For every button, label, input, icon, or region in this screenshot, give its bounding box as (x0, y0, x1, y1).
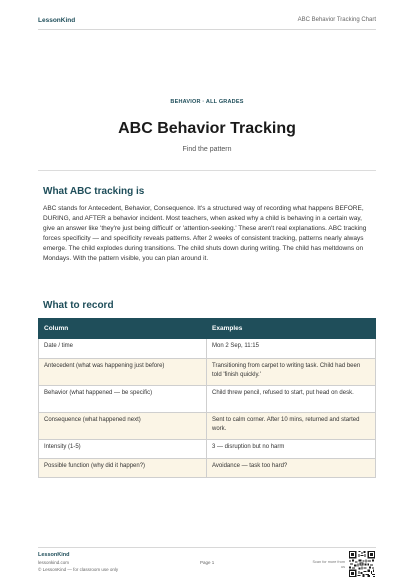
title-divider (38, 170, 376, 171)
qr-code-icon (349, 551, 375, 577)
table-cell-column: Antecedent (what was happening just before) (39, 359, 207, 386)
table-cell-example: Child threw pencil, refused to start, put head on desk. (207, 386, 376, 413)
section-heading-what: What ABC tracking is (43, 186, 145, 197)
header-doc-title: ABC Behavior Tracking Chart (297, 17, 376, 23)
footer-brand: LessonKind (38, 552, 70, 558)
table-cell-example: Transitioning from carpet to writing task. Child had been told 'finish quickly.' (207, 359, 376, 386)
column-header: Column (39, 319, 207, 339)
table-cell-column: Possible function (why did it happen?) (39, 459, 207, 478)
table-cell-column: Intensity (1-5) (39, 440, 207, 459)
column-header: Examples (207, 319, 376, 339)
category-kicker: BEHAVIOR · ALL GRADES (170, 99, 244, 105)
header-divider (38, 29, 376, 30)
table-cell-column: Date / time (39, 339, 207, 359)
table-cell-example: 3 — disruption but no harm (207, 440, 376, 459)
table-row (39, 359, 376, 386)
record-table (38, 318, 376, 478)
table-row (39, 339, 376, 359)
footer-copyright: © LessonKind — for classroom use only (38, 567, 119, 572)
table-cell-example: Sent to calm corner. After 10 mins, returned and started work. (207, 413, 376, 440)
section-heading-record: What to record (43, 300, 114, 311)
table-row (39, 386, 376, 413)
page-title: ABC Behavior Tracking (118, 120, 296, 137)
footer-site: lessonkind.com (38, 560, 70, 565)
table-cell-example: Mon 2 Sep, 11:15 (207, 339, 376, 359)
page-header (38, 13, 376, 27)
section-body-what: ABC stands for Antecedent, Behavior, Consequence. It's a structured way of recording what happens BEFORE, DURING, and AFTER a behavior incident. Most teachers, when asked why a child is behaving in a certain way, give an answer like 'they're just being difficult' or 'attention-seeking.' These aren't real explanations. ABC tracking forces specificity — and specificity reveals patterns. After 2 weeks of consistent tracking, patterns nearly always emerge. The child explodes during transitions. The child shuts down during writing. The child has meltdowns on Mondays. With the pattern visible, you can plan around it. (43, 205, 367, 262)
table-row (39, 459, 376, 478)
page-subtitle: Find the pattern (182, 146, 232, 153)
table-cell-column: Behavior (what happened — be specific) (39, 386, 207, 413)
table-header-row (39, 319, 376, 339)
footer-divider (38, 547, 376, 548)
table-row (39, 413, 376, 440)
table-cell-column: Consequence (what happened next) (39, 413, 207, 440)
page-number: Page 1 (200, 560, 215, 565)
table-row (39, 440, 376, 459)
qr-caption: Scan for more from us (312, 560, 345, 569)
header-brand: LessonKind (38, 16, 76, 24)
table-cell-example: Avoidance — task too hard? (207, 459, 376, 478)
